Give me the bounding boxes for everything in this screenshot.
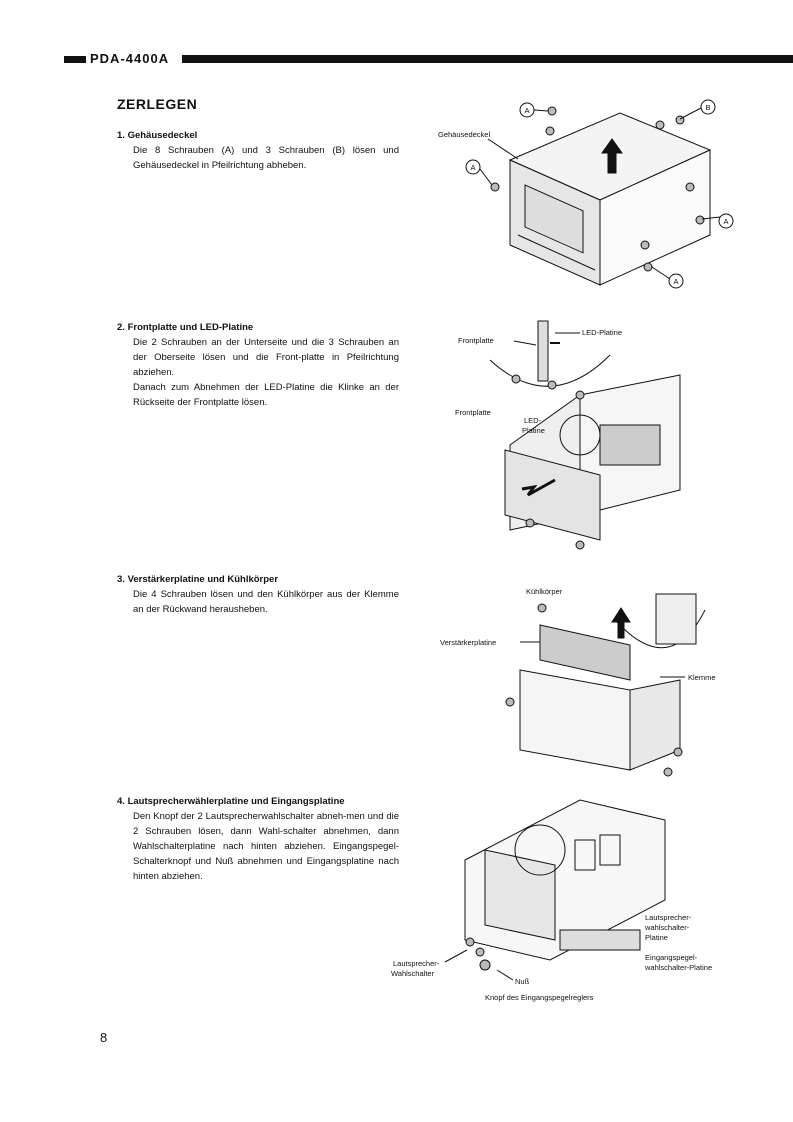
svg-text:A: A: [524, 106, 530, 115]
detail-panel-section: [538, 321, 548, 381]
ein-platine-label-2: wahlschalter-Platine: [645, 963, 713, 972]
nuss-label: Nuß: [515, 977, 530, 986]
section-4: [117, 794, 399, 884]
section-heading: 4. Lautsprecherwählerplatine und Eingangsplatine: [117, 796, 345, 807]
chassis-side: [630, 680, 680, 770]
led-inner-label-1: LED-: [524, 416, 542, 425]
section-heading: 2. Frontplatte und LED-Platine: [117, 322, 254, 333]
ls-platine-label-2: wahlschalter-: [645, 923, 690, 932]
kuehlkoerper-label: Kühlkörper: [526, 587, 563, 596]
detail-rear-panel: [656, 594, 696, 644]
section-heading: 1. Gehäusedeckel: [117, 130, 198, 141]
screw-b-icon: [701, 100, 715, 114]
front-plate: [485, 850, 555, 940]
figure-heatsink: [430, 580, 740, 780]
header-left-bar: [64, 56, 86, 63]
section-heading: 3. Verstärkerplatine und Kühlkörper: [117, 574, 279, 585]
section-2: [117, 320, 399, 410]
figure-cover-removal: [430, 95, 740, 295]
header-right-bar: [182, 55, 793, 63]
led-inner-label-2: Platine: [522, 426, 545, 435]
ls-platine-label-1: Lautsprecher-: [645, 913, 692, 922]
svg-text:A: A: [723, 217, 729, 226]
model-name: PDA-4400A: [90, 51, 170, 66]
klemme-label: Klemme: [688, 673, 716, 682]
section-body: Die 2 Schrauben an der Unterseite und die 3 Schrauben an der Oberseite lösen und die Front-platte in Pfeilrichtung abziehen.: [133, 337, 399, 378]
svg-text:A: A: [470, 163, 476, 172]
section-1: [117, 128, 399, 173]
svg-text:B: B: [705, 103, 711, 112]
chassis: [520, 670, 630, 770]
page-title: ZERLEGEN: [117, 96, 198, 112]
section-body: Die 4 Schrauben lösen und den Kühlkörper aus der Klemme an der Rückwand herausheben.: [133, 589, 399, 615]
section-body: Den Knopf der 2 Lautsprecherwahlschalter abneh-men und die 2 Schrauben lösen, dann Wahl-schalter abnehmen, dann Wahlschalterplatine nach hinten abziehen. Eingangspegel-Schalterknopf und Nuß abnehmen und Eingangsplatine nach hinten abziehen.: [133, 811, 399, 882]
knopf-label: Knopf des Eingangspegelreglers: [485, 993, 594, 1002]
frontplatte-top-label: Frontplatte: [458, 336, 494, 345]
page-number: 8: [100, 1030, 108, 1045]
section-body: Die 8 Schrauben (A) und 3 Schrauben (B) lösen und Gehäusedeckel in Pfeilrichtung abheben.: [133, 145, 399, 171]
page-header: [64, 52, 793, 66]
lift-arrow-icon: [612, 608, 630, 638]
section-3: [117, 572, 399, 617]
frontplatte-label: Frontplatte: [455, 408, 491, 417]
led-platine-label: LED-Platine: [582, 328, 623, 337]
selector-board: [560, 930, 640, 950]
figure-speaker-selector: [385, 790, 755, 1010]
ls-platine-label-3: Platine: [645, 933, 668, 942]
cover-label: Gehäusedeckel: [438, 130, 491, 139]
heatsink-fins: [540, 625, 630, 680]
ein-platine-label-1: Eingangspegel-: [645, 953, 698, 962]
section-body-2: Danach zum Abnehmen der LED-Platine die Klinke an der Rückseite der Frontplatte lösen.: [133, 382, 399, 408]
heatsink: [600, 425, 660, 465]
ls-wahl-label-2: Wahlschalter: [391, 969, 435, 978]
figure-front-panel: [430, 315, 730, 555]
verstaerker-label: Verstärkerplatine: [440, 638, 497, 647]
ls-wahl-label-1: Lautsprecher-: [393, 959, 440, 968]
svg-text:A: A: [673, 277, 679, 286]
